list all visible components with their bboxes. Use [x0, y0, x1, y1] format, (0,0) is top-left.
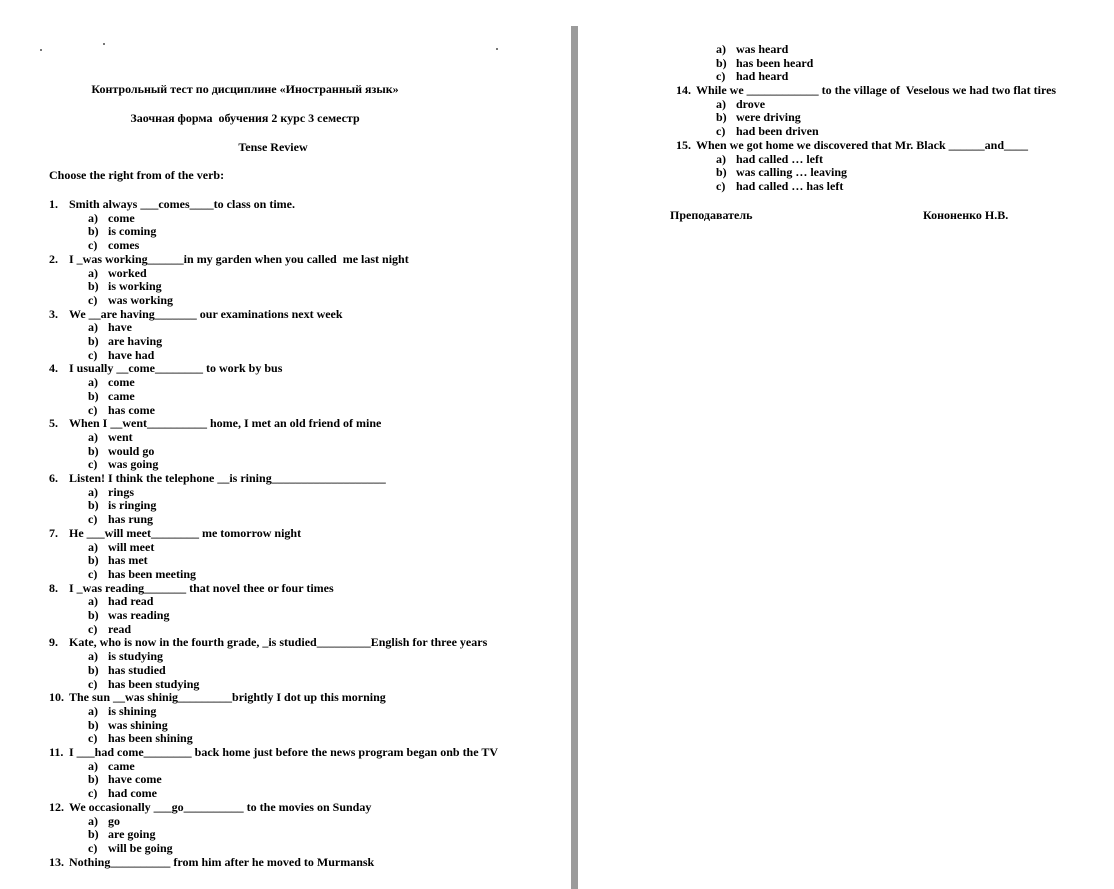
- option-text: had read: [108, 594, 154, 609]
- question-14: [676, 83, 1056, 97]
- question-3: [49, 307, 343, 321]
- option-15-b[interactable]: [716, 165, 847, 179]
- option-letter: b): [88, 443, 99, 458]
- option-11-a[interactable]: [88, 759, 135, 773]
- option-text: come: [108, 375, 135, 390]
- option-7-c[interactable]: [88, 567, 196, 581]
- question-text: While we ____________ to the village of Veselous we had two flat tires: [696, 83, 1057, 97]
- option-letter: a): [88, 758, 98, 773]
- question-5: [49, 416, 381, 430]
- option-text: had been driven: [736, 124, 819, 139]
- option-letter: a): [88, 813, 98, 828]
- option-text: are going: [108, 827, 156, 842]
- option-letter: b): [716, 110, 727, 125]
- option-13-b[interactable]: [716, 56, 813, 70]
- option-text: would go: [108, 443, 155, 458]
- option-text: had heard: [736, 69, 789, 84]
- question-10: [49, 690, 386, 704]
- option-letter: b): [88, 224, 99, 239]
- option-text: rings: [108, 484, 135, 499]
- option-10-c[interactable]: [88, 731, 193, 745]
- option-letter: b): [716, 55, 727, 70]
- question-text: The sun __was shinig_________brightly I dot up this morning: [69, 690, 386, 705]
- option-text: has been shining: [108, 731, 193, 746]
- option-text: come: [108, 210, 135, 225]
- question-15: [676, 138, 1028, 152]
- option-11-b[interactable]: [88, 772, 162, 786]
- option-4-c[interactable]: [88, 403, 155, 417]
- option-text: went: [108, 429, 133, 444]
- option-text: is working: [108, 279, 162, 294]
- option-letter: c): [88, 676, 98, 691]
- option-text: came: [108, 758, 135, 773]
- option-letter: a): [716, 42, 726, 56]
- option-8-b[interactable]: [88, 608, 169, 622]
- question-number: 3.: [49, 306, 58, 321]
- question-1: [49, 197, 295, 211]
- option-letter: b): [88, 662, 99, 677]
- option-letter: a): [716, 96, 726, 111]
- option-11-c[interactable]: [88, 786, 157, 800]
- option-text: has been heard: [736, 55, 814, 70]
- option-letter: a): [716, 151, 726, 166]
- question-number: 15.: [676, 137, 691, 152]
- question-number: 11.: [49, 745, 64, 759]
- option-letter: c): [716, 69, 726, 84]
- option-letter: c): [88, 786, 98, 801]
- option-text: has met: [108, 553, 148, 568]
- option-5-a[interactable]: [88, 430, 133, 444]
- option-3-b[interactable]: [88, 334, 162, 348]
- option-text: is coming: [108, 224, 157, 239]
- question-text: We occasionally ___go__________ to the movies on Sunday: [69, 799, 372, 814]
- option-letter: c): [88, 238, 98, 253]
- question-number: 9.: [49, 635, 58, 650]
- option-9-c[interactable]: [88, 677, 199, 691]
- option-5-c[interactable]: [88, 457, 158, 471]
- question-number: 8.: [49, 580, 58, 595]
- option-text: was reading: [108, 608, 170, 622]
- option-text: are having: [108, 334, 163, 348]
- option-2-b[interactable]: [88, 279, 162, 293]
- option-text: have come: [108, 772, 162, 787]
- option-14-b[interactable]: [716, 110, 801, 124]
- option-6-c[interactable]: [88, 512, 153, 526]
- option-letter: a): [88, 649, 98, 664]
- option-text: have: [108, 320, 132, 335]
- question-text: I usually __come________ to work by bus: [69, 361, 283, 376]
- teacher-name: Кононенко Н.В.: [923, 208, 1009, 222]
- test-title: Контрольный тест по дисциплине «Иностранный язык»: [91, 82, 399, 96]
- question-13: [49, 855, 374, 869]
- option-letter: b): [88, 334, 99, 348]
- option-letter: b): [88, 827, 99, 842]
- page-divider: [571, 26, 578, 889]
- option-14-a[interactable]: [716, 97, 765, 111]
- option-text: was going: [108, 457, 159, 472]
- question-11: [49, 745, 498, 759]
- option-6-a[interactable]: [88, 485, 134, 499]
- option-letter: a): [88, 210, 98, 225]
- option-8-c[interactable]: [88, 622, 131, 636]
- option-text: will be going: [108, 840, 173, 855]
- option-text: is studying: [108, 649, 164, 664]
- option-text: comes: [108, 238, 140, 253]
- option-4-a[interactable]: [88, 375, 135, 389]
- question-2: [49, 252, 409, 266]
- option-letter: c): [88, 347, 98, 362]
- option-letter: b): [88, 388, 99, 403]
- question-6: [49, 471, 386, 485]
- option-text: has come: [108, 402, 155, 417]
- option-text: is shining: [108, 703, 157, 718]
- option-letter: b): [88, 498, 99, 513]
- option-letter: a): [88, 484, 98, 499]
- option-3-c[interactable]: [88, 348, 154, 362]
- option-letter: a): [88, 375, 98, 390]
- question-text: When we got home we discovered that Mr. Black ______and____: [696, 137, 1028, 152]
- option-letter: c): [88, 566, 98, 581]
- option-letter: c): [716, 124, 726, 139]
- option-text: was heard: [736, 42, 789, 56]
- option-10-b[interactable]: [88, 718, 168, 732]
- option-letter: a): [88, 429, 98, 444]
- option-letter: a): [88, 594, 98, 609]
- option-13-a[interactable]: [716, 42, 788, 56]
- question-number: 5.: [49, 416, 58, 431]
- option-letter: c): [88, 621, 98, 636]
- option-text: worked: [108, 265, 147, 280]
- teacher-label: Преподаватель: [670, 208, 753, 222]
- scan-speck: [496, 48, 498, 50]
- question-7: [49, 526, 301, 540]
- option-7-b[interactable]: [88, 553, 148, 567]
- option-10-a[interactable]: [88, 704, 156, 718]
- option-9-b[interactable]: [88, 663, 166, 677]
- question-number: 13.: [49, 854, 64, 869]
- option-12-a[interactable]: [88, 814, 120, 828]
- option-text: is ringing: [108, 498, 157, 513]
- option-letter: c): [88, 457, 98, 472]
- option-3-a[interactable]: [88, 320, 132, 334]
- option-text: has studied: [108, 662, 166, 677]
- option-letter: b): [88, 279, 99, 294]
- option-text: came: [108, 388, 135, 403]
- option-text: were driving: [736, 110, 801, 125]
- option-text: have had: [108, 347, 155, 362]
- question-8: [49, 581, 334, 595]
- scan-speck: [40, 49, 42, 51]
- option-letter: c): [88, 292, 98, 307]
- option-text: had come: [108, 786, 157, 801]
- option-2-a[interactable]: [88, 266, 147, 280]
- option-letter: a): [88, 703, 98, 718]
- option-1-b[interactable]: [88, 224, 156, 238]
- option-13-c[interactable]: [716, 69, 788, 83]
- question-text: Kate, who is now in the fourth grade, _is studied_________English for three years: [69, 635, 488, 650]
- option-text: read: [108, 621, 132, 636]
- option-12-c[interactable]: [88, 841, 173, 855]
- question-number: 14.: [676, 83, 691, 97]
- question-text: I _was reading_______ that novel thee or four times: [69, 580, 334, 595]
- option-4-b[interactable]: [88, 389, 135, 403]
- option-9-a[interactable]: [88, 649, 163, 663]
- question-text: Smith always ___comes____to class on time.: [69, 197, 295, 211]
- option-letter: c): [88, 731, 98, 746]
- option-15-a[interactable]: [716, 152, 823, 166]
- option-8-a[interactable]: [88, 594, 153, 608]
- question-number: 4.: [49, 361, 58, 376]
- instruction: Choose the right from of the verb:: [49, 168, 225, 182]
- option-text: has been studying: [108, 676, 200, 691]
- option-14-c[interactable]: [716, 124, 819, 138]
- question-number: 12.: [49, 799, 64, 814]
- question-12: [49, 800, 371, 814]
- question-number: 1.: [49, 197, 58, 211]
- option-letter: b): [716, 165, 727, 180]
- option-letter: a): [88, 265, 98, 280]
- option-text: has been meeting: [108, 566, 196, 581]
- option-text: go: [108, 813, 120, 828]
- question-number: 6.: [49, 471, 58, 485]
- question-text: Listen! I think the telephone __is rining___________________: [69, 471, 386, 485]
- option-text: drove: [736, 96, 766, 111]
- option-text: had called … has left: [736, 178, 844, 193]
- question-text: Nothing__________ from him after he moved to Murmansk: [69, 854, 375, 869]
- question-number: 10.: [49, 690, 64, 705]
- question-number: 7.: [49, 525, 58, 540]
- option-12-b[interactable]: [88, 827, 155, 841]
- question-text: I ___had come________ back home just before the news program began onb the TV: [69, 745, 499, 759]
- option-1-a[interactable]: [88, 211, 135, 225]
- option-text: was calling … leaving: [736, 165, 848, 180]
- option-letter: b): [88, 772, 99, 787]
- option-text: was shining: [108, 717, 168, 732]
- option-letter: a): [88, 320, 98, 335]
- option-15-c[interactable]: [716, 179, 843, 193]
- page-right: [578, 0, 1114, 889]
- option-letter: c): [88, 402, 98, 417]
- option-letter: b): [88, 553, 99, 568]
- question-text: We __are having_______ our examinations next week: [69, 306, 343, 321]
- scan-speck: [103, 43, 105, 45]
- question-4: [49, 361, 282, 375]
- option-text: has rung: [108, 512, 154, 527]
- question-9: [49, 635, 487, 649]
- section-title: Tense Review: [238, 140, 308, 154]
- question-number: 2.: [49, 251, 58, 266]
- question-text: I _was working______in my garden when you called me last night: [69, 251, 409, 266]
- option-text: was working: [108, 292, 174, 307]
- option-1-c[interactable]: [88, 238, 139, 252]
- option-5-b[interactable]: [88, 444, 154, 458]
- option-7-a[interactable]: [88, 540, 154, 554]
- option-letter: a): [88, 539, 98, 554]
- option-letter: c): [716, 178, 726, 193]
- question-text: When I __went__________ home, I met an old friend of mine: [69, 416, 382, 431]
- option-letter: b): [88, 717, 99, 732]
- option-letter: c): [88, 840, 98, 855]
- test-subtitle: Заочная форма обучения 2 курс 3 семестр: [130, 111, 360, 125]
- option-2-c[interactable]: [88, 293, 173, 307]
- option-text: had called … left: [736, 151, 823, 166]
- question-text: He ___will meet________ me tomorrow night: [69, 525, 302, 540]
- option-text: will meet: [108, 539, 155, 554]
- option-6-b[interactable]: [88, 498, 156, 512]
- option-letter: c): [88, 512, 98, 527]
- option-letter: b): [88, 608, 99, 622]
